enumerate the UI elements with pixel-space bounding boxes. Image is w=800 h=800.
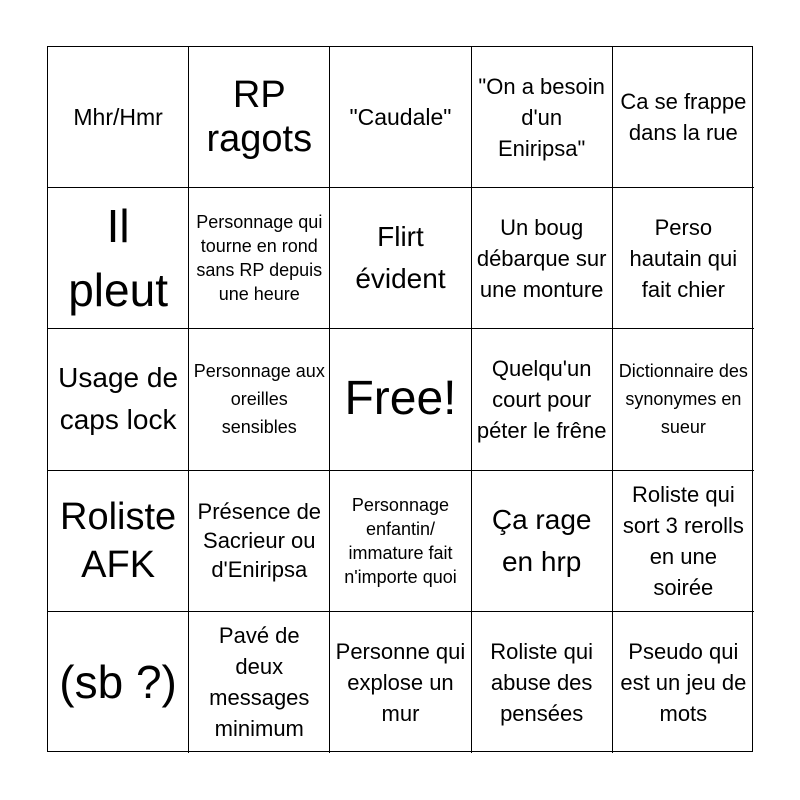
- bingo-cell[interactable]: (sb ?): [48, 612, 189, 753]
- bingo-cell[interactable]: Perso hautain qui fait chier: [613, 188, 754, 329]
- bingo-cell[interactable]: Pseudo qui est un jeu de mots: [620, 638, 747, 726]
- bingo-cell[interactable]: Roliste qui sort 3 rerolls en une soirée: [613, 471, 754, 612]
- bingo-cell[interactable]: Pavé de deux messages minimum: [189, 612, 330, 753]
- bingo-cell[interactable]: Flirt évident: [330, 188, 471, 329]
- bingo-cell[interactable]: Roliste AFK: [48, 471, 189, 612]
- bingo-cell[interactable]: Personnage aux oreilles sensibles: [189, 329, 330, 470]
- bingo-cell[interactable]: Mhr/Hmr: [48, 47, 189, 188]
- bingo-cell[interactable]: Personnage enfantin/ immature fait n'importe quoi: [330, 471, 471, 612]
- bingo-cell[interactable]: Dictionnaire des synonymes en sueur: [613, 329, 754, 470]
- bingo-cell[interactable]: Quelqu'un court pour péter le frêne: [472, 329, 613, 470]
- bingo-cell[interactable]: Présence de Sacrieur ou d'Eniripsa: [189, 471, 330, 612]
- bingo-cell[interactable]: Ça rage en hrp: [472, 471, 613, 612]
- bingo-cell[interactable]: Usage de caps lock: [48, 329, 189, 470]
- free-cell[interactable]: Free!: [330, 329, 471, 470]
- bingo-cell[interactable]: "Caudale": [330, 47, 471, 188]
- bingo-cell[interactable]: RP ragots: [189, 47, 330, 188]
- bingo-cell[interactable]: Un boug débarque sur une monture: [472, 188, 613, 329]
- bingo-cell[interactable]: Personne qui explose un mur: [330, 612, 471, 753]
- bingo-cell[interactable]: Ca se frappe dans la rue: [613, 47, 754, 188]
- bingo-cell[interactable]: "On a besoin d'un Eniripsa": [472, 47, 613, 188]
- bingo-cell[interactable]: Roliste qui abuse des pensées: [472, 612, 613, 753]
- bingo-board: [47, 46, 753, 752]
- bingo-cell[interactable]: Personnage qui tourne en rond sans RP depuis une heure: [189, 188, 330, 329]
- bingo-cell[interactable]: Il pleut: [48, 188, 189, 329]
